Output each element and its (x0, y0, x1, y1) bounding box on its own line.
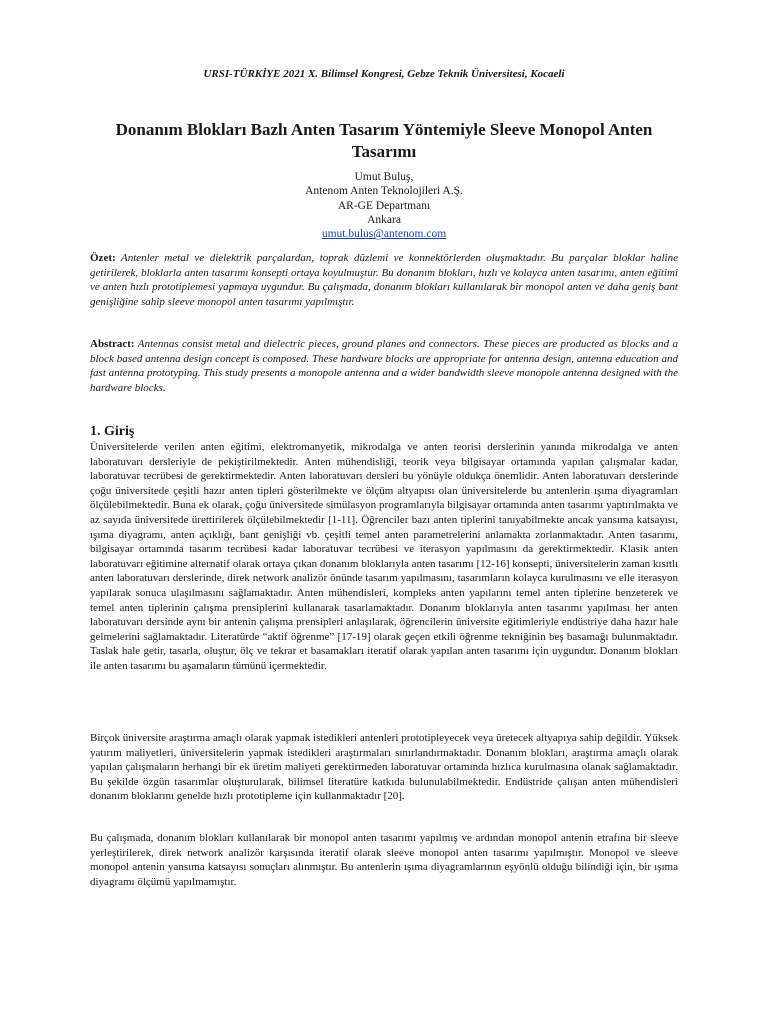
intro-paragraph-3: Bu çalışmada, donanım blokları kullanılarak bir monopol anten tasarımı yapılmış ve ardından monopol antenin etrafına bir sleeve yerleştirilerek, direk network analizör karşısında iteratif olarak sleeve monopol anten tasarımı yapılmıştır. Monopol ve sleeve monopol antenin yansıma katsayısı sonuçları alınmıştır. Bu antenlerin ışıma diyagramlarının eşyönlü olduğu bilindiği için, bir ışıma diyagramı ölçümü yapılmamıştır. (90, 832, 678, 888)
author-block (90, 170, 678, 241)
abstract-tr-text: Antenler metal ve dielektrik parçalardan, toprak düzlemi ve konnektörlerden oluşmaktadır. Bu parçalar bloklar haline getirilerek, bloklarla anten tasarımı konsepti ortaya koyulmuştur. Bu donanım blokları, hızlı ve kolayca anten tasarımı, anten eğitimi ve anten hızlı prototiplemesi yapmaya uygundur. Bu çalışmada, donanım blokları kullanılarak bir monopol anten ve daha geniş bant genişliğine sahip sleeve monopol anten tasarımı yapılmıştır. (90, 252, 678, 308)
abstract-tr-label: Özet: (90, 252, 116, 264)
author-email-link[interactable]: umut.bulus@antenom.com (321, 228, 447, 241)
abstract-en-label: Abstract: (90, 338, 135, 350)
conference-header: URSI-TÜRKİYE 2021 X. Bilimsel Kongresi, Gebze Teknik Üniversitesi, Kocaeli (203, 68, 565, 80)
abstract-en-text: Antennas consist metal and dielectric pieces, ground planes and connectors. These pieces are producted as blocks and a block based antenna design concept is composed. These hardware blocks are appropriate for antenna design, antenna education and fast antenna prototyping. This study presents a monopole antenna and a wider bandwidth sleeve monopole antenna designed with the hardware blocks. (90, 338, 678, 394)
author-department: AR-GE Departmanı (337, 199, 431, 212)
section-heading-introduction: 1. Giriş (90, 424, 135, 439)
author-name: Umut Buluş, (354, 171, 414, 183)
intro-paragraph-2: Birçok üniversite araştırma amaçlı olarak yapmak istedikleri antenleri prototipleyecek veya üretecek altyapıya sahip değildir. Yüksek yatırım maliyetleri, üniversitelerin yapmak istedikleri araştırmaları sınırlandırmaktadır. Donanım blokları, araştırma amaçlı olarak yapılan çalışmaların herhangi bir ek üretim maliyeti gerektirmeden laboratuvar ortamında hızlıca kurulmasına olanak sağlamaktadır. Bu şekilde özgün tasarımlar oluşturularak, bilimsel literatüre katkıda bulunulabilmektedir. Endüstride çalışan anten mühendisleri donanım bloklarını genelde hızlı prototipleme için kullanmaktadır [20]. (90, 732, 678, 803)
paper-title: Donanım Blokları Bazlı Anten Tasarım Yöntemiyle Sleeve Monopol Anten Tasarımı (115, 120, 653, 161)
intro-paragraph-1: Üniversitelerde verilen anten eğitimi, elektromanyetik, mikrodalga ve anten teorisi derslerinin yanında mikrodalga ve anten laboratuvarı dersleriyle de pekiştirilmektedir. Anten mühendisliği, teorik veya bilgisayar ortamında yapılan çalışmalar kadar, laboratuvar tecrübesi de gerektirmektedir. Anten laboratuvarı dersleri bu yönüyle oldukça önemlidir. Anten laboratuvarı derslerinde çoğu üniversitede çeşitli hazır anten tipleri gösterilmekte ve ölçüm altyapısı olan üniversitelerde bu antenlerin ışıma diyagramları ölçülebilmektedir. Buna ek olarak, çoğu üniversitede simülasyon programlarıyla bilgisayar ortamında anten tasarımı yaptırılmakta ve az sayıda üniversitede ürettirilerek ölçülebilmektedir [1-11]. Öğrenciler bazı anten tiplerini tanıyabilmekte ancak yansıma katsayısı, ışıma diyagramı, anten açıklığı, bant genişliği vb. çeşitli temel anten parametrelerini anlamakta zorlanmaktadır. Anten tasarımı, bilgisayar ortamında tasarım tecrübesi kadar laboratuvar tecrübesi ve iterasyon yapılmasını da gerektirmektedir. Klasik anten laboratuvarı eğitimine alternatif olarak ortaya çıkan donanım bloklarıyla anten tasarımı [12-16] konsepti, üniversitelerin zaman kısıtlı anten laboratuvarı derslerinde, direk network analizör önünde tasarım yapılmasını, tasarımların kolayca kurulmasını ve elle iterasyon yapılarak sonuca ulaşılmasını sağlamaktadır. Anten mühendisleri, kompleks anten yapılarını temel anten tiplerine benzeterek ve temel anten tiplerinin çalışma prensiplerini kullanarak tasarlamaktadır. Donanım bloklarıyla anten tasarımı yapılması her anten laboratuvarı dersinde aynı bir antenin çalışma prensipleri anlaşılarak, öğrencilerin üniversite eğitimleriyle endüstriye daha hazır hale gelmelerini sağlamaktadır. Literatürde “aktif öğrenme” [17-19] olarak geçen etkili öğrenme tekniğinin beş basamağı bulunmaktadır. Taslak hale getir, tasarla, oluştur, ölç ve tekrar et basamakları iteratif olarak yapılan anten tasarımı için uygundur. Donanım blokları ile anten tasarımı bu aşamaların tümünü içermektedir. (90, 441, 678, 672)
abstract-turkish (90, 251, 678, 309)
author-city: Ankara (367, 213, 401, 226)
author-company: Antenom Anten Teknolojileri A.Ş. (305, 185, 463, 198)
abstract-english (90, 337, 678, 395)
